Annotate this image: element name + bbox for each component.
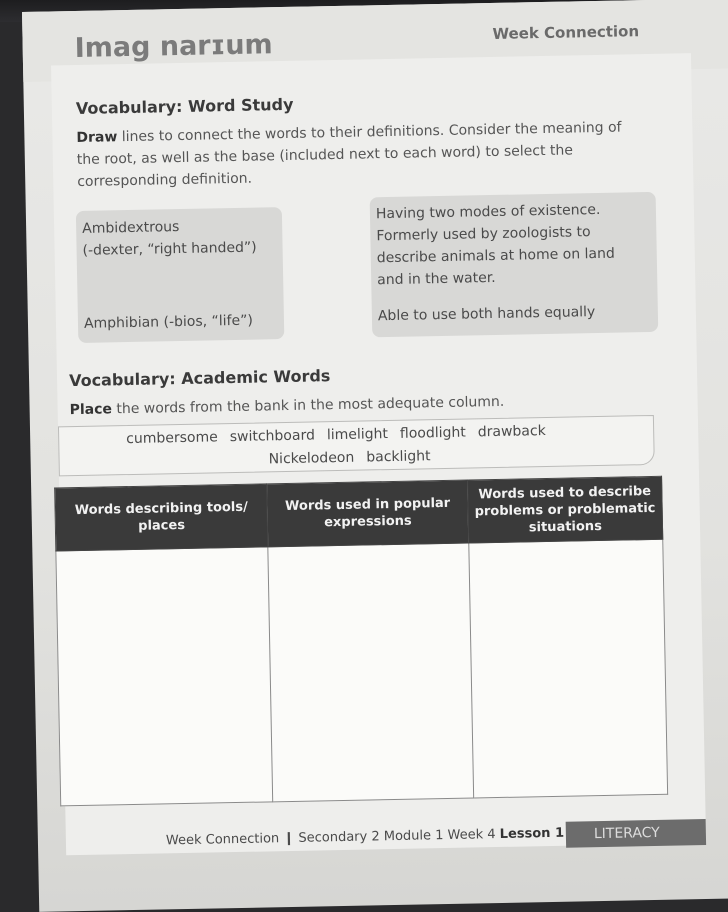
week-connection-heading: Week Connection [492, 22, 640, 43]
instruction-text: lines to connect the words to their definitions. Consider the meaning of the root, as well as the base (included next to each word) to select the corresponding definition. [76, 119, 622, 190]
word-amphibian[interactable] [84, 309, 284, 335]
word-study-title: Vocabulary: Word Study [75, 94, 294, 118]
word-label: Amphibian (-bios, “life”) [83, 312, 254, 332]
definition-both-hands[interactable]: Able to use both hands equally [377, 304, 596, 325]
answer-cell-problems[interactable] [469, 539, 668, 798]
classification-table [54, 476, 668, 807]
brand-logo: Imag narɪum [74, 29, 273, 64]
word-ambidextrous[interactable] [82, 214, 279, 262]
worksheet-page [22, 0, 728, 912]
word-bank-line-2 [268, 448, 442, 467]
bank-word[interactable]: cumbersome [126, 429, 218, 448]
instruction-text: the words from the bank in the most adequate column. [111, 393, 505, 418]
definition-two-modes[interactable]: Having two modes of existence. Formerly used by zoologists to describe animals at home on land and in the water. [375, 201, 615, 289]
bank-word[interactable]: drawback [477, 423, 546, 441]
bank-word[interactable]: Nickelodeon [268, 449, 355, 468]
word-label: Ambidextrous [82, 219, 180, 237]
footer-lesson: Lesson 1 [499, 825, 565, 842]
answer-cell-popular-expressions[interactable] [268, 543, 473, 802]
column-header-problems: Words used to describe problems or problematic situations [467, 476, 662, 543]
footer-separator: ❙ [283, 830, 295, 847]
table-header-row [55, 476, 663, 551]
bank-word[interactable]: switchboard [229, 427, 316, 446]
bank-word[interactable]: floodlight [399, 424, 466, 442]
word-root: (-dexter, “right handed”) [82, 239, 257, 259]
table-row [56, 539, 668, 806]
column-header-popular-expressions: Words used in popular expressions [267, 480, 468, 547]
word-study-instruction [76, 116, 627, 193]
literacy-badge: LITERACY [566, 819, 706, 848]
instruction-verb: Draw [76, 129, 118, 146]
footer-program: Week Connection [165, 831, 280, 849]
column-header-tools-places: Words describing tools/ places [55, 484, 269, 551]
instruction-verb: Place [69, 401, 113, 419]
footer-course: Secondary 2 Module 1 Week 4 [298, 827, 496, 846]
answer-cell-tools-places[interactable] [56, 547, 273, 806]
academic-words-title: Vocabulary: Academic Words [68, 366, 331, 391]
bank-word[interactable]: backlight [366, 448, 431, 466]
bank-word[interactable]: limelight [326, 426, 389, 444]
